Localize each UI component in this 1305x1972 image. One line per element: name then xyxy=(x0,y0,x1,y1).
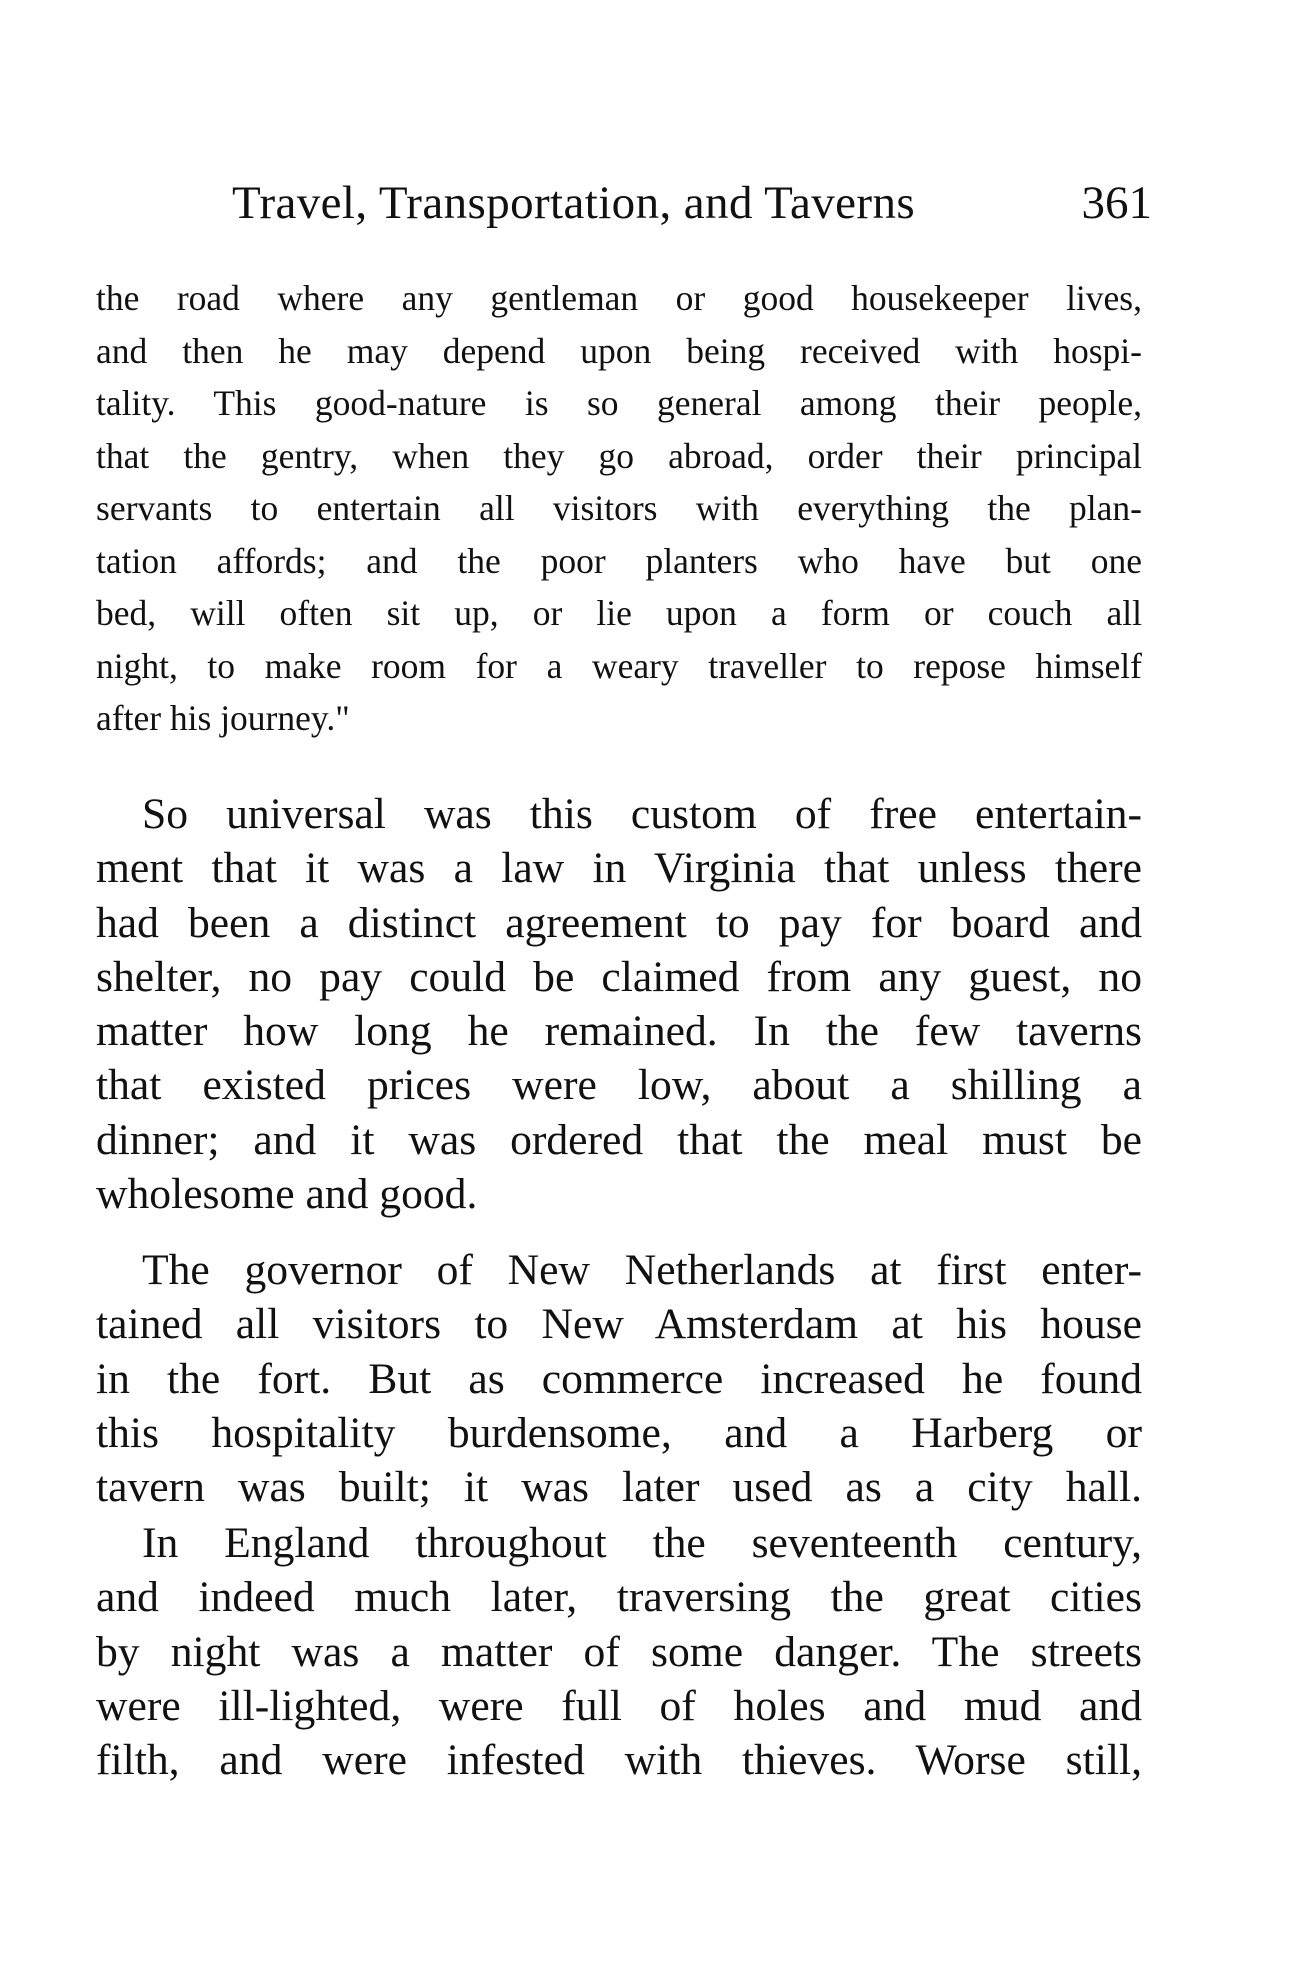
quote-line: bed, will often sit up, or lie upon a form or couch all xyxy=(96,593,1142,633)
paragraph-england xyxy=(96,1516,1142,1787)
paragraph-line: and indeed much later, traversing the great cities xyxy=(96,1573,1142,1622)
paragraph-line: that existed prices were low, about a shilling a xyxy=(96,1061,1142,1110)
paragraph-line: dinner; and it was ordered that the meal must be xyxy=(96,1115,1142,1164)
paragraph-line: wholesome and good. xyxy=(96,1170,478,1219)
paragraph-line: by night was a matter of some danger. The streets xyxy=(96,1627,1142,1676)
running-head-title: Travel, Transportation, and Taverns xyxy=(232,177,916,229)
paragraph-line: this hospitality burdensome, and a Harberg or xyxy=(96,1408,1142,1457)
paragraph-line: The governor of New Netherlands at first enter- xyxy=(142,1246,1142,1294)
paragraph-line: shelter, no pay could be claimed from any guest, no xyxy=(96,952,1142,1001)
paragraph-line: matter how long he remained. In the few taverns xyxy=(96,1007,1142,1056)
quote-line: servants to entertain all visitors with everything the plan- xyxy=(96,488,1142,528)
quote-line: after his journey." xyxy=(96,698,350,738)
paragraph-line: were ill-lighted, were full of holes and mud and xyxy=(96,1681,1142,1730)
paragraph-line: ment that it was a law in Virginia that unless there xyxy=(96,844,1142,893)
paragraph-line: in the fort. But as commerce increased he found xyxy=(96,1354,1142,1403)
paragraph-virginia-custom xyxy=(96,787,1142,1221)
paragraph-line: had been a distinct agreement to pay for board and xyxy=(96,898,1142,947)
paragraph-new-netherlands xyxy=(96,1243,1142,1514)
paragraph-line: tained all visitors to New Amsterdam at his house xyxy=(96,1300,1142,1349)
paragraph-line: filth, and were infested with thieves. Worse still, xyxy=(96,1736,1142,1785)
quote-line: tality. This good-nature is so general among their people, xyxy=(96,383,1142,423)
paragraph-line: tavern was built; it was later used as a city hall. xyxy=(96,1463,1142,1512)
running-head xyxy=(232,176,1152,236)
quote-line: that the gentry, when they go abroad, order their principal xyxy=(96,435,1142,476)
paragraph-line: In England throughout the seventeenth century, xyxy=(142,1519,1142,1567)
quote-line: night, to make room for a weary traveller to repose himself xyxy=(96,645,1142,686)
page-number: 361 xyxy=(1081,177,1152,229)
quote-line: and then he may depend upon being received with hospi- xyxy=(96,330,1142,371)
quoted-passage xyxy=(96,272,1142,745)
paragraph-line: So universal was this custom of free entertain- xyxy=(142,790,1142,838)
quote-line: the road where any gentleman or good housekeeper lives, xyxy=(96,278,1142,318)
quote-line: tation affords; and the poor planters who have but one xyxy=(96,540,1142,581)
